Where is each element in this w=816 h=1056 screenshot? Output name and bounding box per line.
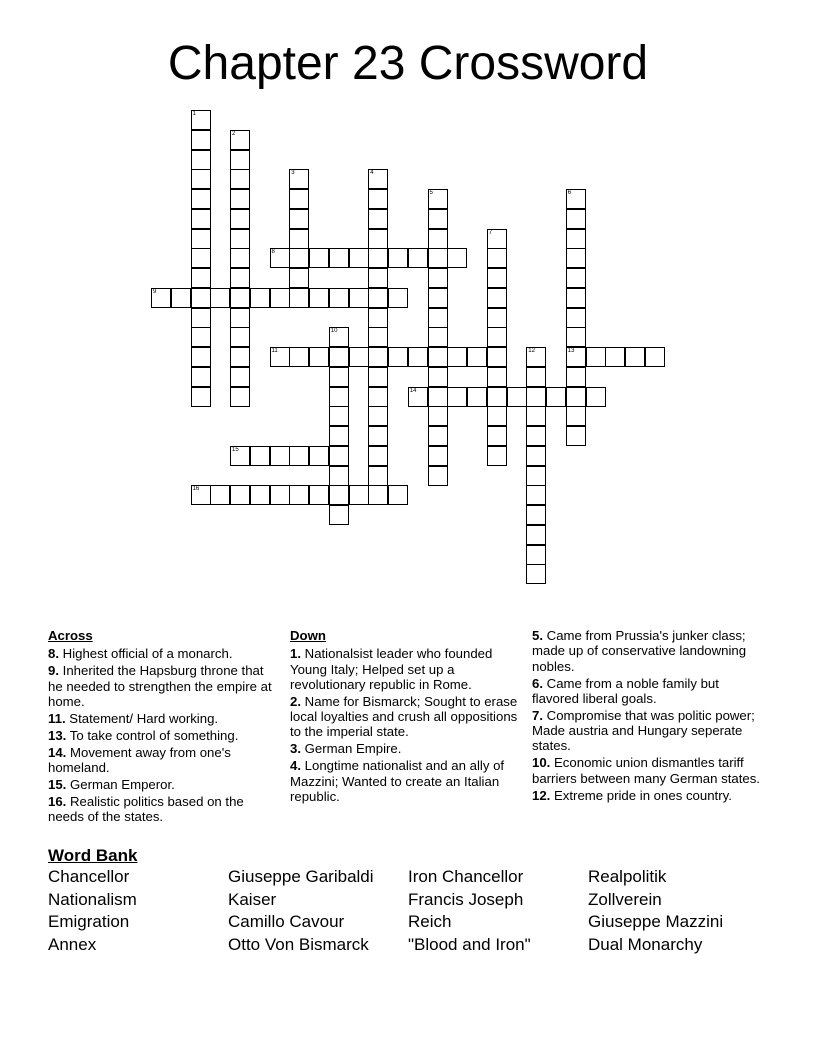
grid-cell[interactable]	[309, 248, 329, 268]
grid-cell[interactable]	[270, 347, 290, 367]
grid-cell[interactable]	[408, 347, 428, 367]
clue-num: 16.	[48, 794, 67, 810]
across-clues	[48, 628, 273, 826]
clue-number: 11	[271, 348, 278, 354]
grid-cell[interactable]	[368, 288, 388, 308]
grid-cell[interactable]	[428, 229, 448, 249]
grid-cell[interactable]	[566, 426, 586, 446]
grid-cell[interactable]	[566, 229, 586, 249]
clue-number: 14	[409, 387, 417, 394]
grid-cell[interactable]	[566, 268, 586, 288]
grid-cell[interactable]	[250, 485, 270, 505]
grid-cell[interactable]	[526, 466, 546, 486]
grid-cell[interactable]	[408, 387, 428, 407]
grid-cell[interactable]	[191, 189, 211, 209]
grid-cell[interactable]	[191, 248, 211, 268]
grid-cell[interactable]	[566, 189, 586, 209]
grid-cell[interactable]	[428, 387, 448, 407]
grid-cell[interactable]	[230, 327, 250, 347]
grid-cell[interactable]	[467, 347, 487, 367]
word-bank-item: Zollverein	[588, 889, 662, 909]
word-bank-item: "Blood and Iron"	[408, 935, 531, 955]
grid-cell[interactable]	[230, 308, 250, 328]
grid-cell[interactable]	[566, 288, 586, 308]
grid-cell[interactable]	[230, 446, 250, 466]
word-bank-item: Kaiser	[228, 889, 277, 909]
grid-cell[interactable]	[566, 248, 586, 268]
grid-cell[interactable]	[487, 229, 507, 249]
clue-text: To take control of something.	[66, 727, 239, 743]
grid-cell[interactable]	[329, 327, 349, 347]
clue-number: 3	[291, 170, 295, 177]
grid-cell[interactable]	[566, 387, 586, 407]
grid-cell[interactable]	[329, 446, 349, 466]
grid-cell[interactable]	[447, 347, 467, 367]
clue-number: 15	[232, 446, 239, 453]
grid-cell[interactable]	[487, 347, 507, 367]
grid-cell[interactable]	[526, 505, 546, 525]
grid-cell[interactable]	[368, 387, 388, 407]
grid-cell[interactable]	[368, 189, 388, 209]
grid-cell[interactable]	[329, 485, 349, 505]
grid-cell[interactable]	[309, 347, 329, 367]
grid-cell[interactable]	[546, 387, 566, 407]
word-bank-item: Realpolitik	[588, 867, 667, 886]
clue-number: 8	[271, 249, 275, 256]
grid-cell[interactable]	[329, 367, 349, 387]
clue	[532, 628, 768, 674]
grid-cell[interactable]	[250, 288, 270, 308]
grid-cell[interactable]	[447, 387, 467, 407]
grid-cell[interactable]	[230, 150, 250, 170]
grid-cell[interactable]	[526, 367, 546, 387]
grid-cell[interactable]	[289, 189, 309, 209]
clue-text: Highest official of a monarch.	[59, 646, 233, 662]
down-clues-continued	[532, 628, 768, 805]
clue-text: Came from a noble family but flavored liberal goals.	[532, 675, 719, 706]
grid-cell[interactable]	[566, 367, 586, 387]
word-bank-item: Camillo Cavour	[228, 912, 345, 932]
clue	[48, 794, 273, 825]
grid-cell[interactable]	[507, 387, 527, 407]
grid-cell[interactable]	[447, 248, 467, 268]
word-bank-heading: Word Bank	[48, 846, 138, 865]
word-bank-item: Iron Chancellor	[408, 867, 524, 886]
grid-cell[interactable]	[191, 150, 211, 170]
word-bank-item: Francis Joseph	[408, 889, 524, 909]
grid-cell[interactable]	[487, 406, 507, 426]
clue-number: 7	[488, 229, 493, 236]
clue	[48, 711, 273, 726]
grid-cell[interactable]	[368, 406, 388, 426]
grid-cell[interactable]	[230, 189, 250, 209]
clue-text: German Empire.	[301, 741, 402, 757]
grid-cell[interactable]	[428, 209, 448, 229]
grid-cell[interactable]	[526, 446, 546, 466]
clue-text: German Emperor.	[66, 777, 175, 793]
clue	[290, 694, 526, 740]
clue-text: Came from Prussia's junker class; made up of conservative landowning nobles.	[532, 628, 747, 674]
grid-cell[interactable]	[487, 426, 507, 446]
grid-cell[interactable]	[289, 288, 309, 308]
grid-cell[interactable]	[368, 169, 388, 189]
grid-cell[interactable]	[230, 367, 250, 387]
across-heading: Across	[48, 628, 93, 643]
grid-cell[interactable]	[230, 169, 250, 189]
grid-cell[interactable]	[566, 327, 586, 347]
clue-number: 1	[192, 111, 196, 117]
clue-num: 10.	[532, 755, 551, 771]
word-bank-item: Dual Monarchy	[588, 935, 703, 955]
grid-cell[interactable]	[329, 466, 349, 486]
grid-cell[interactable]	[151, 288, 171, 308]
grid-cell[interactable]	[605, 347, 625, 367]
clue-text: Name for Bismarck; Sought to erase local loyalties and crush all oppositions to the imperial state.	[290, 693, 518, 740]
grid-cell[interactable]	[289, 347, 309, 367]
grid-cell[interactable]	[329, 288, 349, 308]
grid-cell[interactable]	[368, 466, 388, 486]
grid-cell[interactable]	[349, 485, 369, 505]
down-clues	[290, 628, 526, 806]
clue	[290, 741, 526, 756]
clue-num: 2.	[290, 693, 301, 709]
grid-cell[interactable]	[270, 288, 290, 308]
grid-cell[interactable]	[329, 387, 349, 407]
grid-cell[interactable]	[191, 347, 211, 367]
grid-cell[interactable]	[171, 288, 191, 308]
grid-cell[interactable]	[408, 248, 428, 268]
grid-cell[interactable]	[289, 229, 309, 249]
grid-cell[interactable]	[191, 209, 211, 229]
grid-cell[interactable]	[368, 229, 388, 249]
clue-number: 6	[567, 190, 572, 196]
clue	[532, 755, 768, 786]
clue-num: 6.	[532, 675, 543, 691]
clue-num: 13.	[48, 727, 67, 743]
clue	[532, 708, 768, 754]
grid-cell[interactable]	[230, 485, 250, 505]
grid-cell[interactable]	[428, 426, 448, 446]
grid-cell[interactable]	[270, 485, 290, 505]
grid-cell[interactable]	[191, 169, 211, 189]
grid-cell[interactable]	[526, 525, 546, 545]
grid-cell[interactable]	[428, 466, 448, 486]
grid-cell[interactable]	[566, 406, 586, 426]
word-bank-item: Annex	[48, 935, 97, 955]
grid-cell[interactable]	[368, 347, 388, 367]
grid-cell[interactable]	[329, 505, 349, 525]
word-bank-item: Nationalism	[48, 889, 137, 909]
word-bank	[48, 867, 788, 958]
grid-cell[interactable]	[388, 248, 408, 268]
clue-text: Inherited the Hapsburg throne that he needed to strengthen the empire at home.	[48, 663, 272, 709]
grid-cell[interactable]	[309, 446, 329, 466]
grid-cell[interactable]	[526, 347, 546, 367]
grid-cell[interactable]	[191, 268, 211, 288]
grid-cell[interactable]	[191, 110, 211, 130]
grid-cell[interactable]	[526, 485, 546, 505]
clue-text: Realistic politics based on the needs of the states.	[48, 794, 244, 825]
grid-cell[interactable]	[487, 288, 507, 308]
clue	[48, 663, 273, 709]
clue-text: Extreme pride in ones country.	[550, 787, 732, 803]
grid-cell[interactable]	[566, 308, 586, 328]
clue-number: 2	[232, 130, 236, 137]
grid-cell[interactable]	[349, 347, 369, 367]
clue	[532, 676, 768, 707]
clue	[48, 646, 273, 661]
clue-number: 16	[192, 486, 200, 493]
grid-cell[interactable]	[566, 347, 586, 367]
grid-cell[interactable]	[230, 130, 250, 150]
grid-cell[interactable]	[428, 248, 448, 268]
grid-cell[interactable]	[428, 406, 448, 426]
grid-cell[interactable]	[388, 288, 408, 308]
grid-cell[interactable]	[289, 169, 309, 189]
page-title: Chapter 23 Crossword	[167, 37, 649, 90]
grid-cell[interactable]	[289, 446, 309, 466]
grid-cell[interactable]	[191, 229, 211, 249]
word-bank-item: Giuseppe Garibaldi	[228, 867, 374, 886]
word-bank-item: Reich	[408, 912, 452, 932]
grid-cell[interactable]	[191, 387, 211, 407]
grid-cell[interactable]	[309, 288, 329, 308]
clue-text: Statement/ Hard working.	[65, 710, 219, 726]
grid-cell[interactable]	[428, 189, 448, 209]
grid-cell[interactable]	[428, 268, 448, 288]
grid-cell[interactable]	[428, 308, 448, 328]
clue	[48, 777, 273, 792]
grid-cell[interactable]	[487, 308, 507, 328]
clue-text: Economic union dismantles tariff barriers between many German states.	[532, 755, 760, 786]
clue-num: 14.	[48, 744, 67, 760]
grid-cell[interactable]	[487, 367, 507, 387]
grid-cell[interactable]	[329, 248, 349, 268]
grid-cell[interactable]	[230, 229, 250, 249]
clue-num: 15.	[48, 777, 67, 793]
grid-cell[interactable]	[230, 268, 250, 288]
grid-cell[interactable]	[388, 347, 408, 367]
grid-cell[interactable]	[230, 288, 250, 308]
clue-text: Nationalsist leader who founded Young Italy; Helped set up a revolutionary republic in Rome.	[290, 646, 493, 692]
clue-num: 12.	[532, 787, 551, 803]
grid-cell[interactable]	[270, 446, 290, 466]
grid-cell[interactable]	[487, 387, 507, 407]
clue	[290, 758, 526, 804]
grid-cell[interactable]	[191, 288, 211, 308]
grid-cell[interactable]	[289, 248, 309, 268]
grid-cell[interactable]	[428, 446, 448, 466]
grid-cell[interactable]	[586, 387, 606, 407]
grid-cell[interactable]	[526, 564, 546, 584]
grid-cell[interactable]	[526, 545, 546, 565]
grid-cell[interactable]	[368, 367, 388, 387]
grid-cell[interactable]	[645, 347, 665, 367]
grid-cell[interactable]	[625, 347, 645, 367]
grid-cell[interactable]	[487, 327, 507, 347]
grid-cell[interactable]	[487, 268, 507, 288]
clue-text: Compromise that was politic power; Made austria and Hungary seperate states.	[532, 707, 755, 754]
clue-num: 7.	[532, 707, 543, 723]
grid-cell[interactable]	[329, 347, 349, 367]
grid-cell[interactable]	[191, 130, 211, 150]
clue-num: 5.	[532, 628, 543, 643]
grid-cell[interactable]	[250, 446, 270, 466]
grid-cell[interactable]	[526, 426, 546, 446]
clue	[532, 788, 768, 803]
clue-num: 1.	[290, 646, 301, 662]
grid-cell[interactable]	[368, 485, 388, 505]
grid-cell[interactable]	[388, 485, 408, 505]
grid-cell[interactable]	[329, 426, 349, 446]
clue-number: 10	[330, 328, 338, 335]
grid-cell[interactable]	[368, 248, 388, 268]
grid-cell[interactable]	[368, 209, 388, 229]
clue	[290, 646, 526, 692]
clue-number: 13	[567, 348, 575, 354]
grid-cell[interactable]	[289, 268, 309, 288]
clue-num: 9.	[48, 663, 59, 679]
clue-num: 3.	[290, 741, 301, 757]
grid-cell[interactable]	[230, 209, 250, 229]
clue-text: Movement away from one's homeland.	[48, 744, 231, 776]
clue-num: 11.	[48, 710, 66, 726]
grid-cell[interactable]	[210, 485, 230, 505]
grid-cell[interactable]	[368, 308, 388, 328]
grid-cell[interactable]	[428, 288, 448, 308]
grid-cell[interactable]	[289, 209, 309, 229]
grid-cell[interactable]	[526, 406, 546, 426]
grid-cell[interactable]	[191, 327, 211, 347]
grid-cell[interactable]	[487, 446, 507, 466]
word-bank-item: Giuseppe Mazzini	[588, 912, 724, 932]
grid-cell[interactable]	[230, 248, 250, 268]
grid-cell[interactable]	[586, 347, 606, 367]
grid-cell[interactable]	[368, 426, 388, 446]
grid-cell[interactable]	[349, 288, 369, 308]
clue	[48, 728, 273, 743]
clue-num: 4.	[290, 758, 301, 774]
grid-cell[interactable]	[566, 209, 586, 229]
grid-cell[interactable]	[230, 387, 250, 407]
grid-cell[interactable]	[210, 288, 230, 308]
clue-text: Longtime nationalist and an ally of Mazzini; Wanted to create an Italian republic.	[290, 758, 505, 805]
grid-cell[interactable]	[289, 485, 309, 505]
clue-number: 4	[370, 170, 374, 177]
grid-cell[interactable]	[230, 347, 250, 367]
grid-cell[interactable]	[487, 248, 507, 268]
word-bank-item: Chancellor	[48, 867, 130, 886]
grid-cell[interactable]	[191, 308, 211, 328]
clue-num: 8.	[48, 646, 59, 662]
grid-cell[interactable]	[368, 446, 388, 466]
clue-number: 5	[429, 190, 433, 196]
grid-cell[interactable]	[191, 367, 211, 387]
grid-cell[interactable]	[467, 387, 487, 407]
grid-cell[interactable]	[309, 485, 329, 505]
grid-cell[interactable]	[368, 268, 388, 288]
grid-cell[interactable]	[349, 248, 369, 268]
clue-number: 9	[153, 288, 157, 295]
grid-cell[interactable]	[191, 485, 211, 505]
grid-cell[interactable]	[428, 367, 448, 387]
grid-cell[interactable]	[526, 387, 546, 407]
word-bank-item: Emigration	[48, 912, 130, 932]
clue-number: 12	[528, 348, 535, 354]
grid-cell[interactable]	[428, 347, 448, 367]
word-bank-item: Otto Von Bismarck	[228, 935, 369, 955]
clue	[48, 745, 273, 776]
grid-cell[interactable]	[270, 248, 290, 268]
down-heading: Down	[290, 628, 326, 643]
grid-cell[interactable]	[329, 406, 349, 426]
grid-cell[interactable]	[428, 327, 448, 347]
grid-cell[interactable]	[368, 327, 388, 347]
